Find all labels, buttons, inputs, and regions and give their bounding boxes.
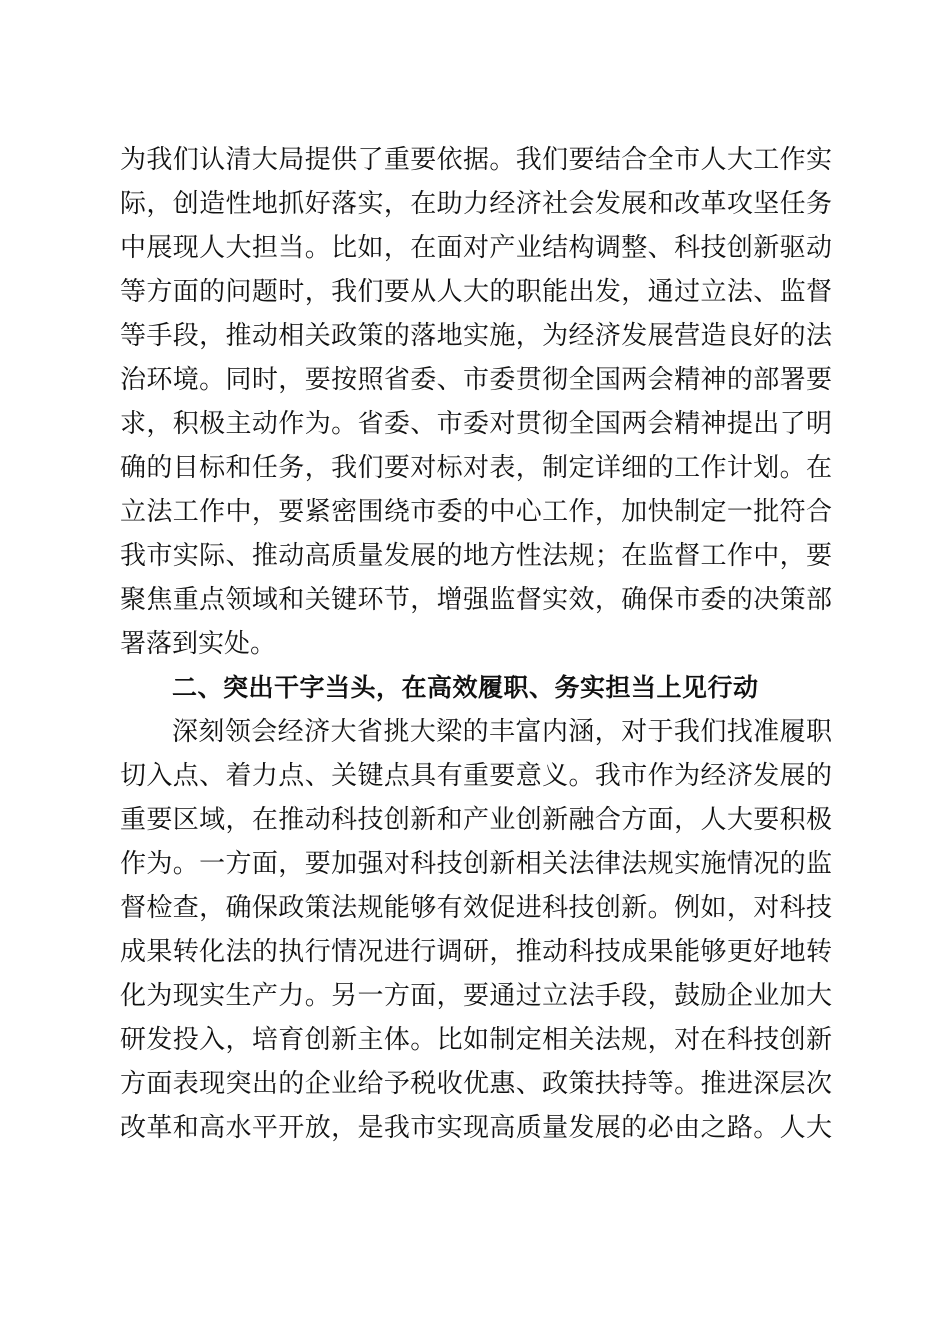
paragraph-line: 为我们认清大局提供了重要依据。我们要结合全市人大工作实 xyxy=(120,145,832,175)
section-heading: 二、突出干字当头，在高效履职、务实担当上见行动 xyxy=(172,673,759,702)
paragraph-line: 深刻领会经济大省挑大梁的丰富内涵，对于我们找准履职 xyxy=(172,717,832,747)
paragraph-line: 际，创造性地抓好落实，在助力经济社会发展和改革攻坚任务 xyxy=(120,189,832,219)
paragraph-line: 改革和高水平开放，是我市实现高质量发展的必由之路。人大 xyxy=(120,1113,832,1143)
paragraph-2 xyxy=(120,710,832,1150)
paragraph-line: 方面表现突出的企业给予税收优惠、政策扶持等。推进深层次 xyxy=(120,1069,832,1099)
paragraph-line: 求，积极主动作为。省委、市委对贯彻全国两会精神提出了明 xyxy=(120,409,832,439)
paragraph-line: 作为。一方面，要加强对科技创新相关法律法规实施情况的监 xyxy=(120,849,832,879)
paragraph-line: 化为现实生产力。另一方面，要通过立法手段，鼓励企业加大 xyxy=(120,981,832,1011)
paragraph-line: 我市实际、推动高质量发展的地方性法规；在监督工作中，要 xyxy=(120,541,832,571)
paragraph-line: 确的目标和任务，我们要对标对表，制定详细的工作计划。在 xyxy=(120,453,832,483)
paragraph-line: 治环境。同时，要按照省委、市委贯彻全国两会精神的部署要 xyxy=(120,365,832,395)
document-body xyxy=(120,138,832,1150)
paragraph-line: 成果转化法的执行情况进行调研，推动科技成果能够更好地转 xyxy=(120,937,832,967)
paragraph-line: 重要区域，在推动科技创新和产业创新融合方面，人大要积极 xyxy=(120,805,832,835)
paragraph-line: 研发投入，培育创新主体。比如制定相关法规，对在科技创新 xyxy=(120,1025,832,1055)
paragraph-1 xyxy=(120,138,832,666)
paragraph-line: 署落到实处。 xyxy=(120,629,277,659)
paragraph-line: 中展现人大担当。比如，在面对产业结构调整、科技创新驱动 xyxy=(120,233,832,263)
paragraph-line: 切入点、着力点、关键点具有重要意义。我市作为经济发展的 xyxy=(120,761,832,791)
paragraph-line: 等手段，推动相关政策的落地实施，为经济发展营造良好的法 xyxy=(120,321,832,351)
paragraph-line: 督检查，确保政策法规能够有效促进科技创新。例如，对科技 xyxy=(120,893,832,923)
paragraph-line: 聚焦重点领域和关键环节，增强监督实效，确保市委的决策部 xyxy=(120,585,832,615)
paragraph-line: 立法工作中，要紧密围绕市委的中心工作，加快制定一批符合 xyxy=(120,497,832,527)
paragraph-line: 等方面的问题时，我们要从人大的职能出发，通过立法、监督 xyxy=(120,277,832,307)
